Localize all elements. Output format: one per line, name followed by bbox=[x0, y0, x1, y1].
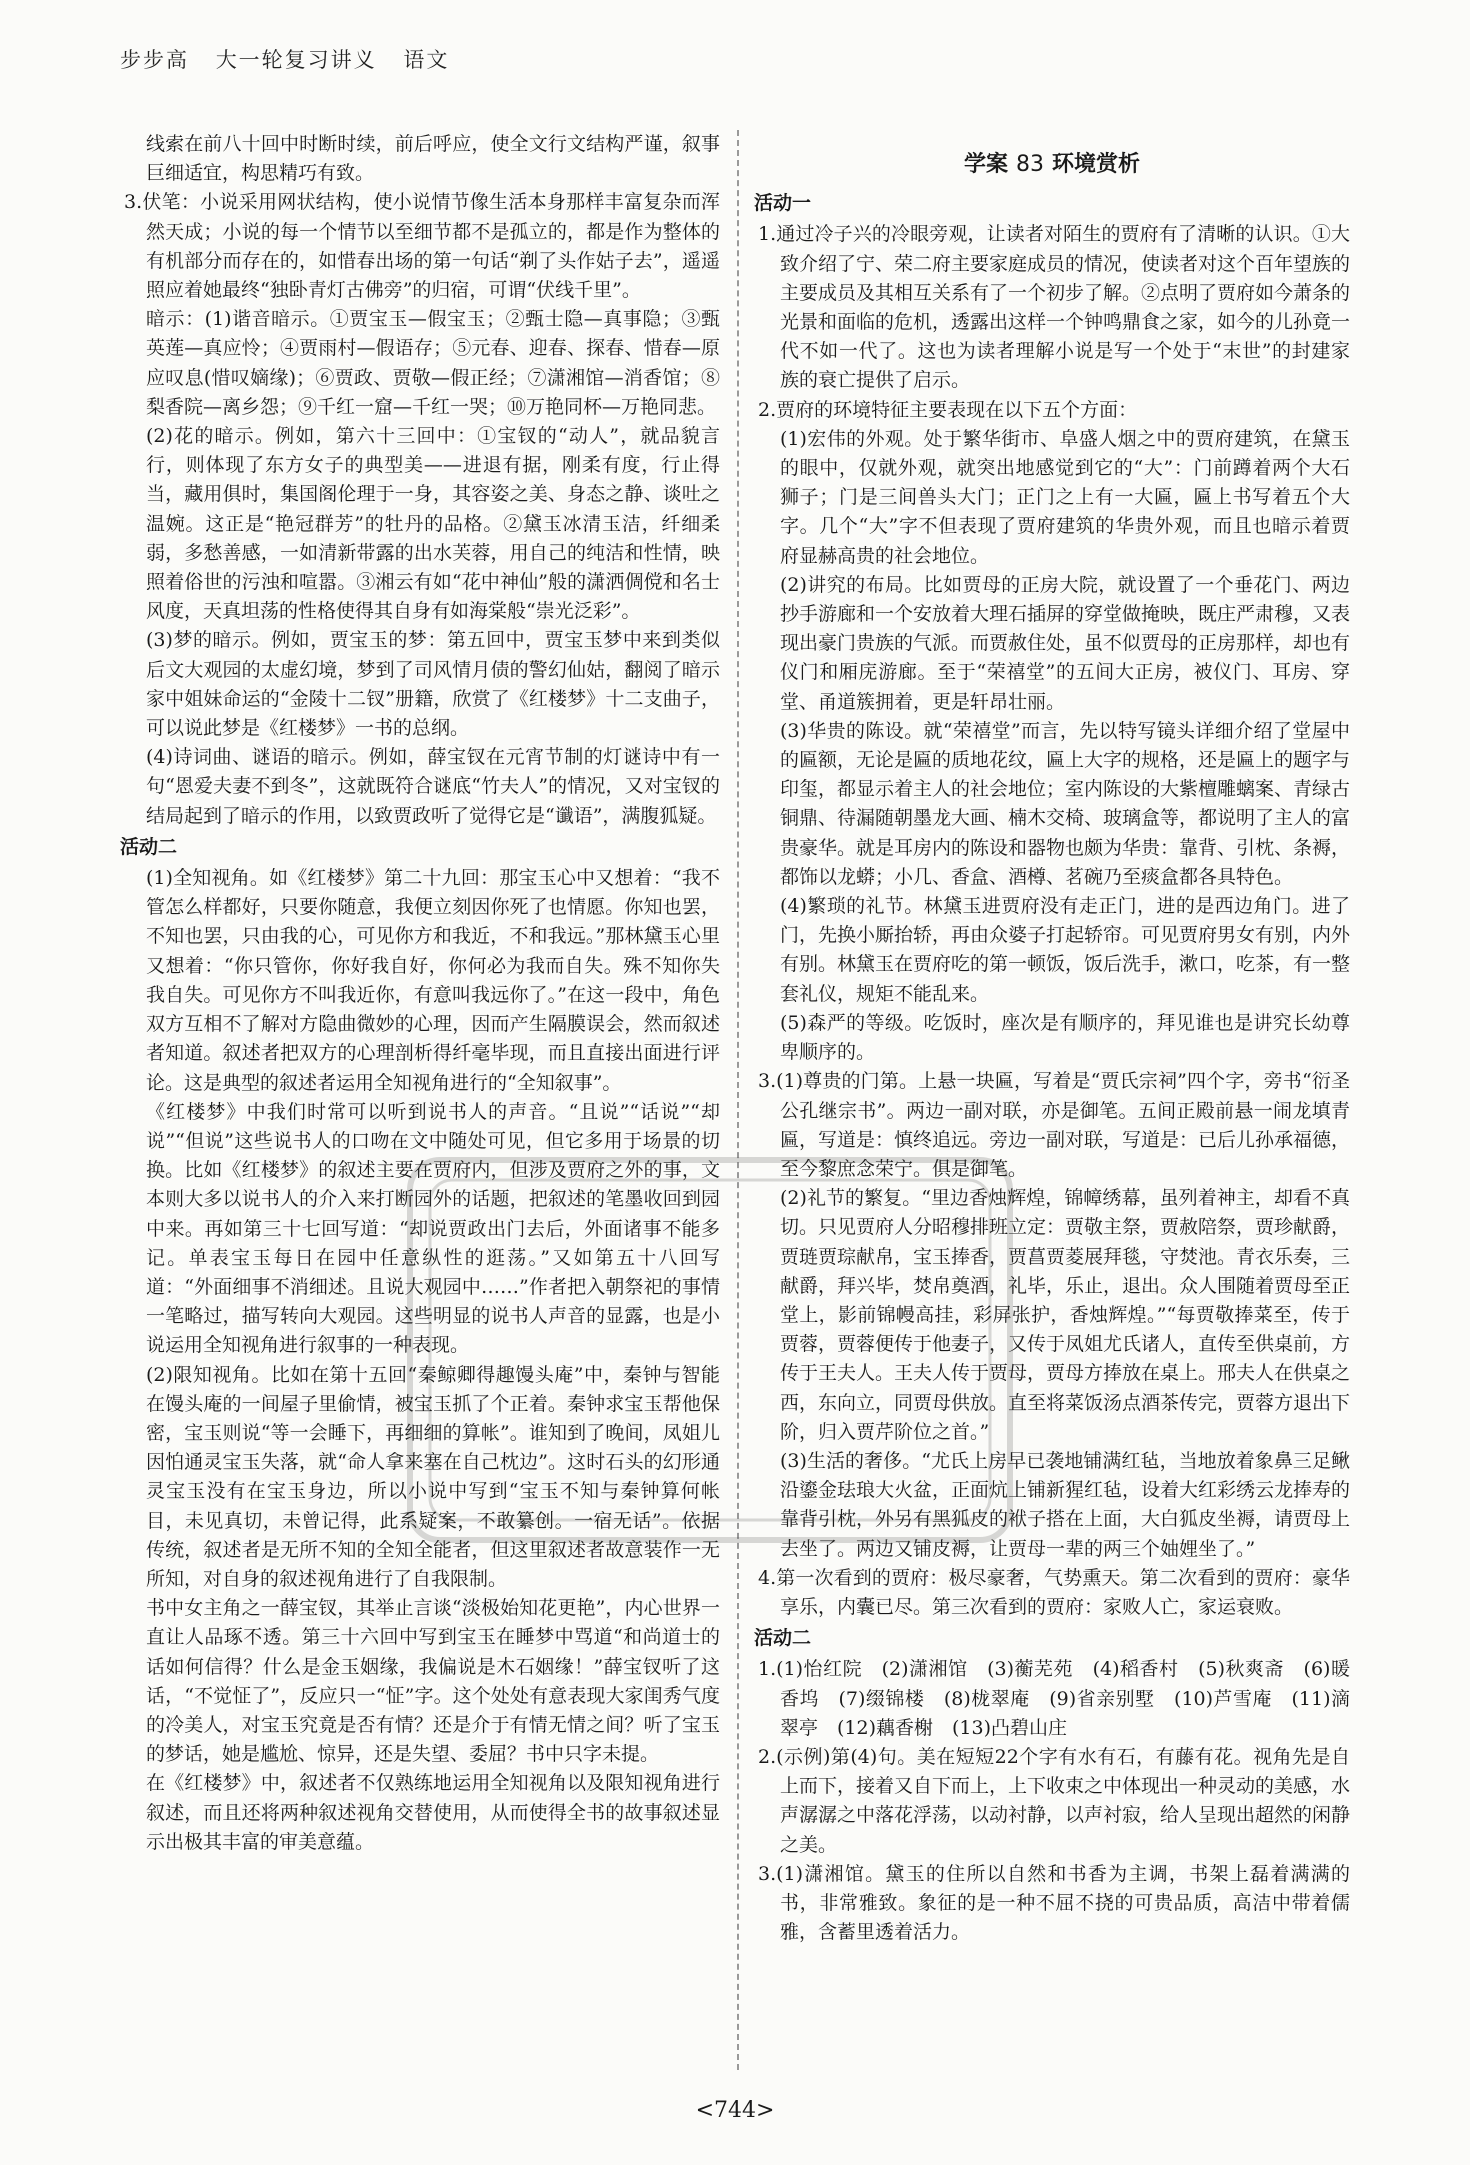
paragraph: 3.伏笔：小说采用网状结构，使小说情节像生活本身那样丰富复杂而浑然天成；小说的每一个情节以至细节都不是孤立的，都是作为整体的有机部分而存在的，如惜春出场的第一句话“剃了头作姑子去”，遥遥照应着她最终“独卧青灯古佛旁”的归宿，可谓“伏线千里”。 bbox=[124, 191, 720, 302]
lesson-number: 83 bbox=[1016, 152, 1044, 177]
paragraph: 1.通过冷子兴的冷眼旁观，让读者对陌生的贾府有了清晰的认识。①大致介绍了宁、荣二府主要家庭成员的情况，使读者对这个百年望族的主要成员及其相互关系有了一个初步了解。②点明了贾府如今萧条的光景和面临的危机，透露出这样一个钟鸣鼎食之家，如今的儿孙竟一代不如一代了。这也为读者理解小说是写一个处于“末世”的封建家族的衰亡提供了启示。 bbox=[758, 223, 1351, 392]
paragraph: 书中女主角之一薛宝钗，其举止言谈“淡极始知花更艳”，内心世界一直让人品琢不透。第三十六回中写到宝玉在睡梦中骂道“和尚道士的话如何信得？什么是金玉姻缘，我偏说是木石姻缘！”薛宝钗听了这话，“不觉怔了”，反应只一“怔”字。这个处处有意表现大家闺秀气度的冷美人，对宝玉究竟是否有情？还是介于有情无情之间？听了宝玉的梦话，她是尴尬、惊异，还是失望、委屈？书中只字未提。 bbox=[146, 1597, 720, 1766]
paragraph: 2.贾府的环境特征主要表现在以下五个方面： bbox=[758, 398, 1138, 421]
paragraph: 1.(1)怡红院 (2)潇湘馆 (3)蘅芜苑 (4)稻香村 (5)秋爽斋 (6)暖香坞 (7)缀锦楼 (8)栊翠庵 (9)省亲别墅 (10)芦雪庵 (11)滴翠亭 (12)藕香榭 (13)凸碧山庄 bbox=[758, 1658, 1350, 1739]
paragraph: (1)全知视角。如《红楼梦》第二十九回：那宝玉心中又想着：“我不管怎么样都好，只要你随意，我便立刻因你死了也情愿。你知也罢，不知也罢，只由我的心，可见你方和我近，不和我远。”那林黛玉心里又想着：“你只管你，你好我自好，你何必为我而自失。殊不知你失我自失。可见你方不叫我近你，有意叫我远你了。”在这一段中，角色双方互相不了解对方隐曲微妙的心理，因而产生隔膜误会，然而叙述者知道。叙述者把双方的心理剖析得纤毫毕现，而且直接出面进行评论。这是典型的叙述者运用全知视角进行的“全知叙事”。 bbox=[146, 867, 720, 1094]
left-column bbox=[120, 130, 720, 1857]
paragraph: 3.(1)潇湘馆。黛玉的住所以自然和书香为主调，书架上磊着满满的书，非常雅致。象征的是一种不屈不挠的可贵品质，高洁中带着儒雅，含蓄里透着活力。 bbox=[758, 1862, 1350, 1944]
book-title: 大一轮复习讲义 bbox=[215, 48, 377, 72]
paragraph: (4)诗词曲、谜语的暗示。例如，薛宝钗在元宵节制的灯谜诗中有一句“恩爱夫妻不到冬”，这就既符合谜底“竹夫人”的情况，又对宝钗的结局起到了暗示的作用，以致贾政听了觉得它是“谶语”，满腹狐疑。 bbox=[146, 746, 720, 827]
series-name: 步步高 bbox=[120, 48, 189, 72]
lesson-title bbox=[754, 150, 1350, 179]
section-heading: 活动二 bbox=[754, 1627, 812, 1650]
paragraph: 暗示：(1)谐音暗示。①贾宝玉—假宝玉；②甄士隐—真事隐；③甄英莲—真应怜；④贾雨村—假语存；⑤元春、迎春、探春、惜春—原应叹息(惜叹嫡缘)；⑥贾政、贾敬—假正经；⑦潇湘馆—消香馆；⑧梨香院—离乡怨；⑨千红一窟—千红一哭；⑩万艳同杯—万艳同悲。 bbox=[146, 308, 720, 418]
paragraph: 《红楼梦》中我们时常可以听到说书人的声音。“且说”“话说”“却说”“但说”这些说书人的口吻在文中随处可见，但它多用于场景的切换。比如《红楼梦》的叙述主要在贾府内，但涉及贾府之外的事，文本则大多以说书人的介入来打断园外的话题，把叙述的笔墨收回到园中来。再如第三十七回写道：“却说贾政出门去后，外面诸事不能多记。单表宝玉每日在园中任意纵性的逛荡。”又如第五十八回写道：“外面细事不消细述。且说大观园中……”作者把入朝祭祀的事情一笔略过，描写转向大观园。这些明显的说书人声音的显露，也是小说运用全知视角进行叙事的一种表现。 bbox=[146, 1100, 720, 1357]
paragraph: 2.(示例)第(4)句。美在短短22个字有水有石，有藤有花。视角先是自上而下，接着又自下而上，上下收束之中体现出一种灵动的美感，水声潺潺之中落花浮荡，以动衬静，以声衬寂，给人呈现出超然的闲静之美。 bbox=[758, 1745, 1351, 1856]
lesson-name: 环境赏析 bbox=[1052, 152, 1141, 177]
paragraph: (4)繁琐的礼节。林黛玉进贾府没有走正门，进的是西边角门。进了门，先换小厮抬轿，再由众婆子打起轿帘。可见贾府男女有别，内外有别。林黛玉在贾府吃的第一顿饭，饭后洗手，漱口，吃茶，有一整套礼仪，规矩不能乱来。 bbox=[780, 895, 1351, 1005]
paragraph: (3)梦的暗示。例如，贾宝玉的梦：第五回中，贾宝玉梦中来到类似后文大观园的太虚幻境，梦到了司风情月债的警幻仙姑，翻阅了暗示家中姐妹命运的“金陵十二钗”册籍，欣赏了《红楼梦》十二支曲子，可以说此梦是《红楼梦》一书的总纲。 bbox=[146, 629, 720, 740]
paragraph: (3)华贵的陈设。就“荣禧堂”而言，先以特写镜头详细介绍了堂屋中的匾额，无论是匾的质地花纹，匾上大字的规格，还是匾上的题字与印玺，都显示着主人的社会地位；室内陈设的大紫檀雕螭案、青绿古铜鼎、待漏随朝墨龙大画、楠木交椅、玻璃盒等，都说明了主人的富贵豪华。就是耳房内的陈设和器物也颇为华贵：靠背、引枕、条褥，都饰以龙蟒；小几、香盒、酒樽、茗碗乃至痰盒都各具特色。 bbox=[780, 719, 1351, 888]
paragraph: (2)礼节的繁复。“里边香烛辉煌，锦幛绣幕，虽列着神主，却看不真切。只见贾府人分昭穆排班立定：贾敬主祭，贾赦陪祭，贾珍献爵，贾琏贾琮献帛，宝玉捧香，贾菖贾菱展拜毯，守焚池。青衣乐奏，三献爵，拜兴毕，焚帛奠酒，礼毕，乐止，退出。众人围随着贾母至正堂上，影前锦幔高挂，彩屏张护，香烛辉煌。”“每贾敬捧菜至，传于贾蓉，贾蓉便传于他妻子，又传于凤姐尤氏诸人，直传至供桌前，方传于王夫人。王夫人传于贾母，贾母方捧放在桌上。邢夫人在供桌之西，东向立，同贾母供放。直至将菜饭汤点酒茶传完，贾蓉方退出下阶，归入贾芹阶位之首。” bbox=[780, 1187, 1351, 1443]
section-heading: 活动二 bbox=[120, 835, 178, 858]
right-column bbox=[754, 130, 1350, 1947]
paragraph: 线索在前八十回中时断时续，前后呼应，使全文行文结构严谨，叙事巨细适宜，构思精巧有致。 bbox=[146, 133, 720, 185]
column-divider bbox=[737, 130, 739, 2070]
paragraph: (3)生活的奢侈。“尤氏上房早已袭地铺满红毡，当地放着象鼻三足鳅沿鎏金珐琅大火盆，正面炕上铺新猩红毡，设着大红彩绣云龙捧寿的靠背引枕，外另有黑狐皮的袱子搭在上面，大白狐皮坐褥，请贾母上去坐了。两边又铺皮褥，让贾母一辈的两三个妯娌坐了。” bbox=[780, 1449, 1351, 1560]
right-column-body bbox=[754, 189, 1350, 1947]
lesson-label: 学案 bbox=[963, 152, 1008, 177]
paragraph: 4.第一次看到的贾府：极尽豪奢，气势熏天。第二次看到的贾府：豪华享乐，内囊已尽。第三次看到的贾府：家败人亡，家运衰败。 bbox=[758, 1566, 1350, 1618]
paragraph: (1)宏伟的外观。处于繁华街市、阜盛人烟之中的贾府建筑，在黛玉的眼中，仅就外观，就突出地感觉到它的“大”：门前蹲着两个大石狮子；门是三间兽头大门；正门之上有一大匾，匾上书写着五个大字。几个“大”字不但表现了贾府建筑的华贵外观，而且也暗示着贾府显赫高贵的社会地位。 bbox=[780, 427, 1350, 567]
section-heading: 活动一 bbox=[754, 192, 812, 215]
page-number: <744> bbox=[695, 2098, 775, 2123]
paragraph: 在《红楼梦》中，叙述者不仅熟练地运用全知视角以及限知视角进行叙述，而且还将两种叙述视角交替使用，从而使得全书的故事叙述显示出极其丰富的审美意蕴。 bbox=[146, 1772, 720, 1853]
paragraph: (2)花的暗示。例如，第六十三回中：①宝钗的“动人”，就品貌言行，则体现了东方女子的典型美——进退有据，刚柔有度，行止得当，藏用俱时，集国阁伦理于一身，其容姿之美、身态之静、谈吐之温婉。这正是“艳冠群芳”的牡丹的品格。②黛玉冰清玉洁，纤细柔弱，多愁善感，一如清新带露的出水芙蓉，用自己的纯洁和性情，映照着俗世的污浊和喧嚣。③湘云有如“花中神仙”般的潇洒倜傥和名士风度，天真坦荡的性格使得其自身有如海棠般“崇光泛彩”。 bbox=[146, 425, 720, 623]
running-head bbox=[120, 44, 467, 74]
paragraph: (2)限知视角。比如在第十五回“秦鲸卿得趣馒头庵”中，秦钟与智能在馒头庵的一间屋子里偷情，被宝玉抓了个正着。秦钟求宝玉帮他保密，宝玉则说“等一会睡下，再细细的算帐”。谁知到了晚间，凤姐儿因怕通灵宝玉失落，就“命人拿来塞在自己枕边”。这时石头的幻形通灵宝玉没有在宝玉身边，所以小说中写到“宝玉不知与秦钟算何帐目，未见真切，未曾记得，此系疑案，不敢纂创。一宿无话”。依据传统，叙述者是无所不知的全知全能者，但这里叙述者故意装作一无所知，对自身的叙述视角进行了自我限制。 bbox=[146, 1363, 720, 1590]
paragraph: (2)讲究的布局。比如贾母的正房大院，就设置了一个垂花门、两边抄手游廊和一个安放着大理石插屏的穿堂做掩映，既庄严肃穆，又表现出豪门贵族的气派。而贾赦住处，虽不似贾母的正房那样，却也有仪门和厢庑游廊。至于“荣禧堂”的五间大正房，被仪门、耳房、穿堂、甬道簇拥着，更是轩昂壮丽。 bbox=[780, 573, 1351, 713]
paragraph: (5)森严的等级。吃饭时，座次是有顺序的，拜见谁也是讲究长幼尊卑顺序的。 bbox=[780, 1011, 1350, 1064]
subject-name: 语文 bbox=[403, 48, 450, 72]
paragraph: 3.(1)尊贵的门第。上悬一块匾，写着是“贾氏宗祠”四个字，旁书“衍圣公孔继宗书”。两边一副对联，亦是御笔。五间正殿前悬一闹龙填青匾，写道是：慎终追远。旁边一副对联，写道是：已后儿孙承福德，至今黎庶念荣宁。俱是御笔。 bbox=[758, 1070, 1351, 1180]
